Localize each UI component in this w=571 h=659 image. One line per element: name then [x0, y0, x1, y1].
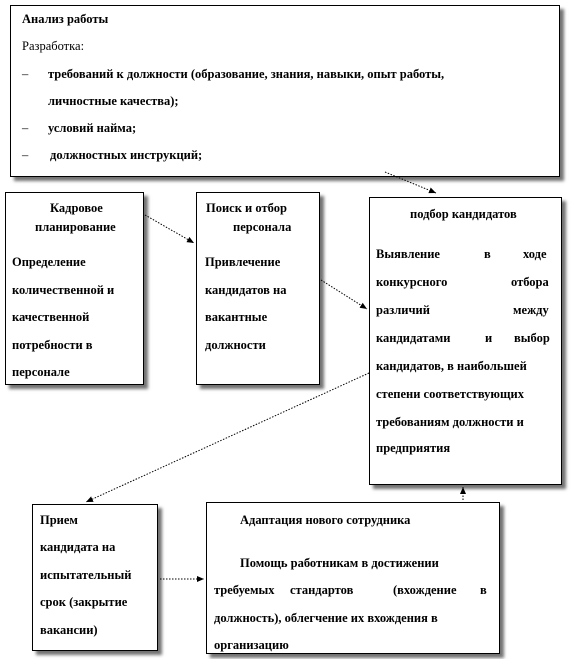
search-selection-title-line-2: персонала	[233, 220, 292, 234]
adaptation-line-2-w4: в	[480, 583, 487, 597]
job-analysis-item-1-line-2: личностные качества);	[48, 94, 179, 108]
candidate-selection-line-4-w2: и	[485, 331, 493, 345]
job-analysis-dash-3: –	[22, 148, 29, 162]
adaptation-line-1: Помощь работникам в достижении	[240, 556, 439, 570]
adaptation-title: Адаптация нового сотрудника	[240, 513, 411, 527]
arrow-selection-to-hiring	[86, 373, 369, 502]
job-analysis-item-1-line-1: требований к должности (образование, знания, навыки, опыт работы,	[48, 67, 445, 81]
candidate-selection-line-1-w2: в	[484, 247, 491, 261]
candidate-selection-line-5: кандидатов, в наибольшей	[376, 359, 527, 373]
hr-planning-body-line-4: потребности в	[12, 338, 93, 352]
candidate-selection-line-1-w1: Выявление	[376, 247, 440, 261]
adaptation-line-4: организацию	[214, 638, 289, 652]
candidate-selection-line-2-w2: отбора	[511, 275, 549, 289]
adaptation-line-2-w2: стандартов	[290, 583, 354, 597]
job-analysis-item-2: условий найма;	[48, 121, 137, 135]
candidate-selection-line-3-w2: между	[513, 303, 549, 317]
candidate-selection-line-8: предприятия	[376, 441, 451, 455]
hiring-body-line-1: Прием	[40, 513, 78, 527]
hr-planning-body-line-5: персонале	[12, 365, 70, 379]
candidate-selection-line-3-w1: различий	[376, 303, 430, 317]
hiring-body-line-4: срок (закрытие	[40, 595, 128, 609]
job-analysis-dash-1: –	[22, 67, 29, 81]
job-analysis-subtitle: Разработка:	[22, 39, 85, 53]
candidate-selection-line-7: требованиям должности и	[376, 415, 524, 429]
candidate-selection-line-2-w1: конкурсного	[376, 275, 448, 289]
search-selection-body-line-1: Привлечение	[205, 255, 281, 269]
job-analysis-title: Анализ работы	[22, 12, 109, 26]
hiring-body-line-5: вакансии)	[40, 623, 98, 637]
hr-planning-body-line-2: количественной и	[12, 283, 115, 297]
candidate-selection-line-6: степени соответствующих	[376, 387, 524, 401]
job-analysis-dash-2: –	[22, 121, 29, 135]
hr-planning-body-line-3: качественной	[12, 310, 90, 324]
search-selection-body-line-4: должности	[205, 338, 266, 352]
candidate-selection-line-4-w1: кандидатами	[376, 331, 451, 345]
candidate-selection-title: подбор кандидатов	[410, 207, 517, 221]
adaptation-line-2-w1: требуемых	[214, 583, 275, 597]
hiring-body-line-3: испытательный	[40, 568, 132, 582]
arrow-planning-to-search	[145, 215, 194, 243]
hr-planning-title-line-1: Кадровое	[50, 201, 103, 215]
search-selection-title-line-1: Поиск и отбор	[206, 201, 287, 215]
job-analysis-item-3: должностных инструкций;	[50, 148, 203, 162]
candidate-selection-line-4-w3: выбор	[514, 331, 550, 345]
search-selection-body-line-2: кандидатов на	[205, 283, 287, 297]
candidate-selection-line-1-w3: ходе	[523, 247, 547, 261]
hr-planning-body-line-1: Определение	[12, 255, 86, 269]
adaptation-line-2-w3: (вхождение	[393, 583, 457, 597]
search-selection-body-line-3: вакантные	[205, 310, 268, 324]
adaptation-line-3: должность), облегчение их вхождения в	[214, 611, 438, 625]
arrow-analysis-to-selection	[385, 172, 436, 193]
hr-planning-title-line-2: планирование	[35, 220, 116, 234]
hiring-body-line-2: кандидата на	[40, 540, 116, 554]
arrow-search-to-selection	[321, 280, 367, 309]
